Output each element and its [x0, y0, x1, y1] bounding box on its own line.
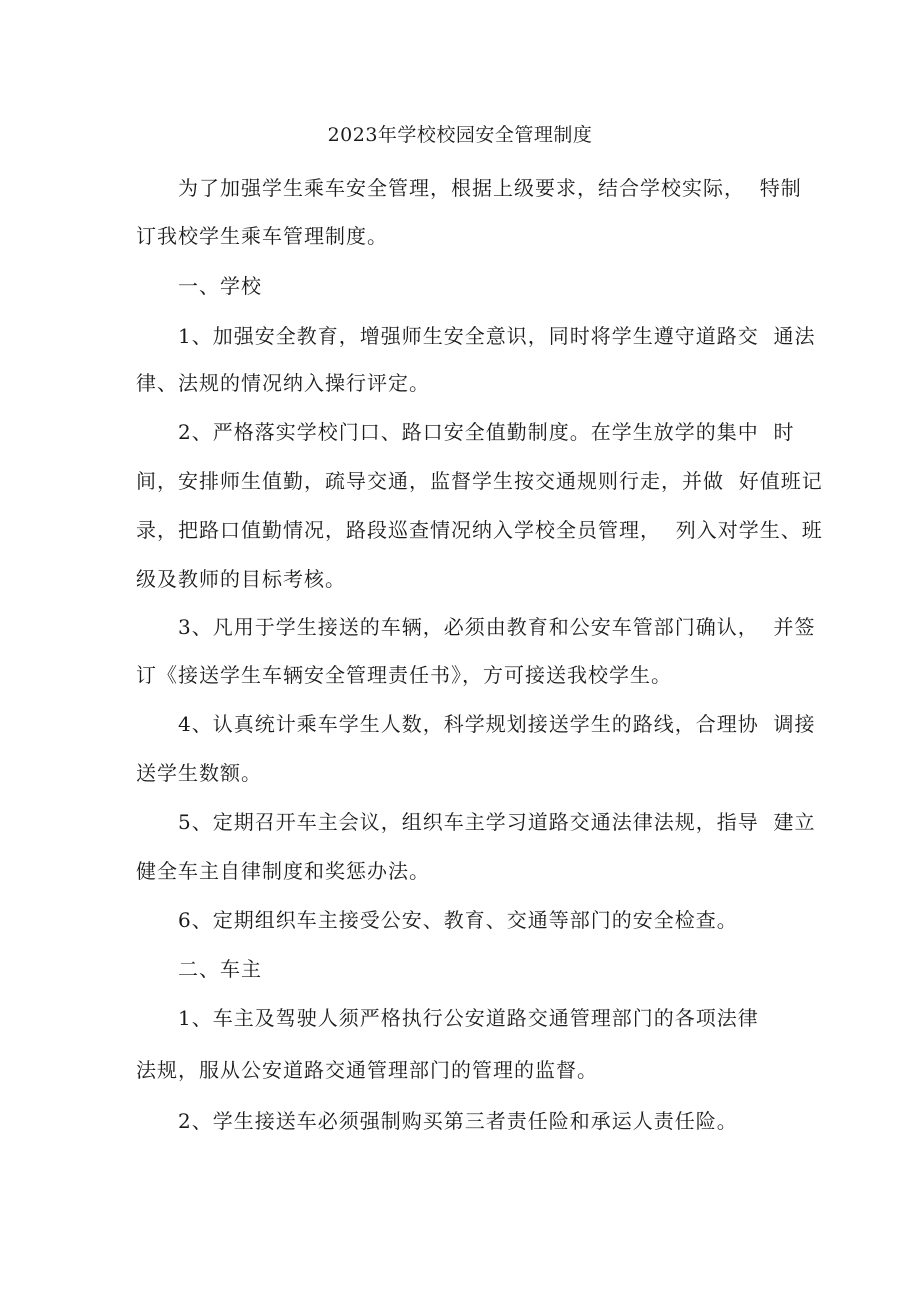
paragraph-line: 4、认真统计乘车学生人数，科学规划接送学生的路线，合理协 调接 — [178, 712, 816, 736]
paragraph-line: 送学生数额。 — [136, 761, 262, 785]
paragraph-line: 订我校学生乘车管理制度。 — [136, 224, 388, 248]
paragraph-line: 法规，服从公安道路交通管理部门的管理的监督。 — [136, 1058, 598, 1082]
paragraph-line: 律、法规的情况纳入操行评定。 — [136, 371, 430, 395]
paragraph-line: 录，把路口值勤情况，路段巡查情况纳入学校全员管理， 列入对学生、班 — [136, 518, 823, 542]
paragraph-line: 健全车主自律制度和奖惩办法。 — [136, 859, 430, 883]
paragraph-line: 2、严格落实学校门口、路口安全值勤制度。在学生放学的集中 时 — [178, 420, 795, 444]
paragraph-line: 级及教师的目标考核。 — [136, 567, 346, 591]
section-heading: 二、车主 — [178, 957, 262, 981]
paragraph-line: 3、凡用于学生接送的车辆，必须由教育和公安车管部门确认， 并签 — [178, 615, 816, 639]
paragraph-line: 为了加强学生乘车安全管理，根据上级要求，结合学校实际， 特制 — [178, 176, 802, 200]
paragraph-line: 间，安排师生值勤，疏导交通，监督学生按交通规则行走，并做 好值班记 — [136, 469, 823, 493]
paragraph-line: 2、学生接送车必须强制购买第三者责任险和承运人责任险。 — [178, 1109, 738, 1133]
document-title: 2023年学校校园安全管理制度 — [327, 124, 593, 146]
paragraph-line: 1、车主及驾驶人须严格执行公安道路交通管理部门的各项法律 — [178, 1006, 759, 1030]
section-heading: 一、学校 — [178, 274, 262, 298]
paragraph-line: 订《接送学生车辆安全管理责任书》，方可接送我校学生。 — [136, 663, 672, 687]
paragraph-line: 1、加强安全教育，增强师生安全意识，同时将学生遵守道路交 通法 — [178, 324, 816, 348]
paragraph-line: 6、定期组织车主接受公安、教育、交通等部门的安全检查。 — [178, 908, 738, 932]
paragraph-line: 5、定期召开车主会议，组织车主学习道路交通法律法规，指导 建立 — [178, 810, 816, 834]
